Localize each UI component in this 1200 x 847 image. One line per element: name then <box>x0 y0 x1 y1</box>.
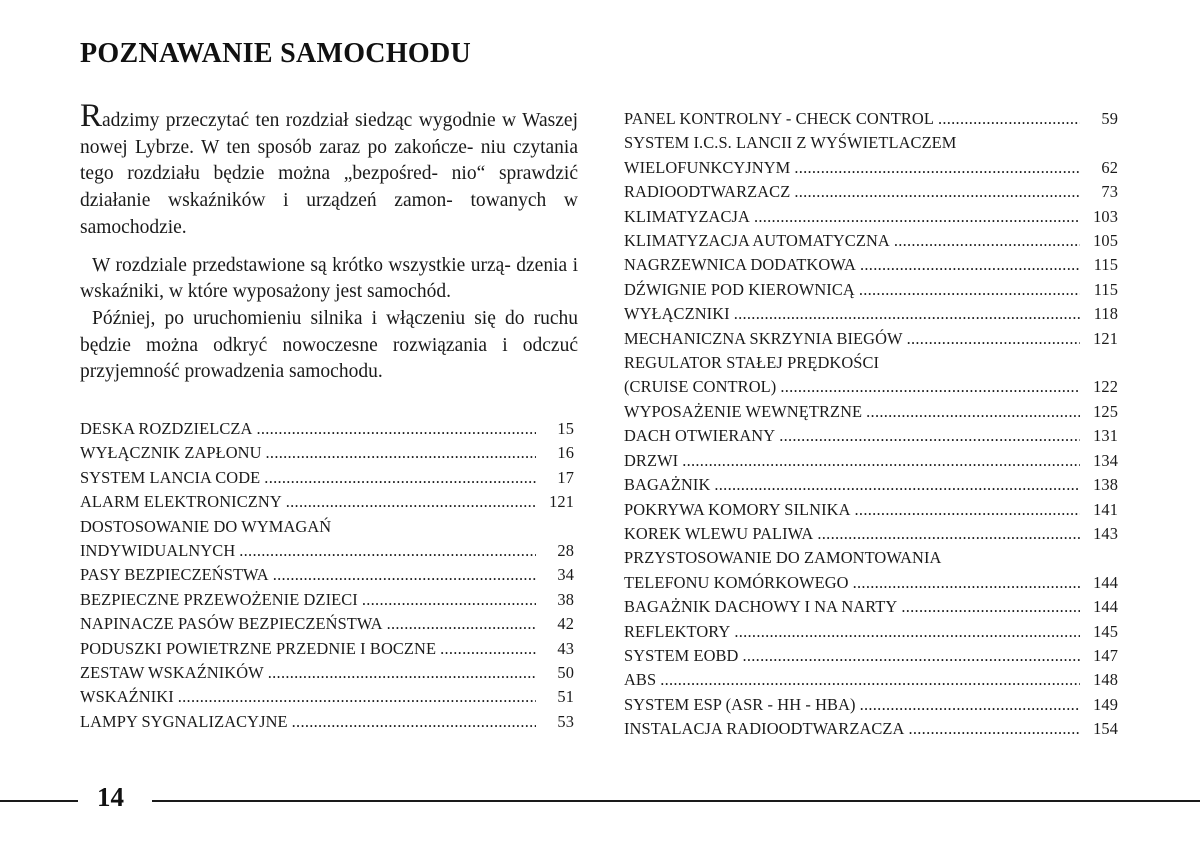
footer-rule-left <box>0 800 78 802</box>
toc-entry <box>624 693 1118 717</box>
toc-leader <box>268 661 536 685</box>
page-number: 14 <box>97 782 124 812</box>
toc-leader <box>860 253 1080 277</box>
toc-leader <box>266 441 536 465</box>
toc-leader <box>794 156 1080 180</box>
toc-entry-page: 53 <box>557 711 574 731</box>
toc-entry-title: INSTALACJA RADIOODTWARZACZA <box>624 719 905 739</box>
toc-leader <box>239 539 536 563</box>
toc-entry-page: 17 <box>557 467 574 487</box>
toc-entry <box>624 180 1118 204</box>
toc-leader <box>853 571 1080 595</box>
toc-entry-title: ALARM ELEKTRONICZNY <box>80 492 282 512</box>
toc-entry-title: BEZPIECZNE PRZEWOŻENIE DZIECI <box>80 589 358 609</box>
toc-entry-page: 144 <box>1093 572 1118 592</box>
toc-entry-title: DESKA ROZDZIELCZA <box>80 419 253 438</box>
toc-entry-title: REFLEKTORY <box>624 621 731 641</box>
intro-line: towanych w samochodzie. <box>80 190 578 238</box>
toc-entry-page: 115 <box>1093 279 1118 299</box>
toc-entry <box>80 710 574 734</box>
toc-entry-page: 149 <box>1093 694 1118 714</box>
toc-leader <box>292 710 536 734</box>
toc-entry-page: 115 <box>1093 255 1118 275</box>
toc-entry-page: 38 <box>557 589 574 609</box>
toc-entry <box>624 375 1118 399</box>
toc-leader <box>855 498 1080 522</box>
intro-line: W rozdziale przedstawione są krótko wszystkie urzą- <box>92 254 511 276</box>
toc-entry-title: INDYWIDUALNYCH <box>80 541 236 561</box>
toc-entry-title: PODUSZKI POWIETRZNE PRZEDNIE I BOCZNE <box>80 638 437 658</box>
toc-entry-title: KLIMATYZACJA AUTOMATYCZNA <box>624 231 890 251</box>
toc-entry-page: 34 <box>557 565 574 585</box>
toc-entry-page: 121 <box>1093 328 1118 348</box>
toc-entry-title-line1: PRZYSTOSOWANIE DO ZAMONTOWANIA <box>624 548 942 568</box>
toc-leader <box>387 612 536 636</box>
toc-entry-title: PANEL KONTROLNY - CHECK CONTROL <box>624 109 934 128</box>
toc-leader <box>362 588 536 612</box>
toc-entry-title: (CRUISE CONTROL) <box>624 377 777 397</box>
toc-entry-title: DRZWI <box>624 450 679 470</box>
toc-leader <box>256 417 536 441</box>
toc-entry-page: 145 <box>1093 621 1118 641</box>
toc-entry <box>624 522 1118 546</box>
toc-entry <box>80 563 574 587</box>
toc-entry-title: DŹWIGNIE POD KIEROWNICĄ <box>624 279 855 299</box>
toc-entry-title: LAMPY SYGNALIZACYJNE <box>80 711 288 731</box>
toc-entry <box>80 588 574 612</box>
toc-entry <box>80 661 574 685</box>
toc-leader <box>264 466 536 490</box>
toc-entry-title: TELEFONU KOMÓRKOWEGO <box>624 572 849 592</box>
toc-leader <box>273 563 536 587</box>
toc-entry <box>624 302 1118 326</box>
drop-cap: R <box>80 98 103 134</box>
toc-entry-page: 122 <box>1093 377 1118 397</box>
toc-entry-page: 59 <box>1101 109 1118 128</box>
toc-entry-page: 105 <box>1093 231 1118 251</box>
toc-entry-title: POKRYWA KOMORY SILNIKA <box>624 499 851 519</box>
toc-entry-page: 118 <box>1093 304 1118 324</box>
page-title: POZNAWANIE SAMOCHODU <box>80 38 472 69</box>
toc-entry <box>80 539 574 563</box>
toc-leader <box>866 400 1080 424</box>
toc-entry-page: 148 <box>1093 670 1118 690</box>
toc-leader <box>817 522 1080 546</box>
toc-entry-title-line1: REGULATOR STAŁEJ PRĘDKOŚCI <box>624 353 880 373</box>
toc-entry <box>624 327 1118 351</box>
toc-leader <box>794 180 1080 204</box>
toc-leader <box>734 302 1080 326</box>
intro-paragraph-3 <box>80 306 578 386</box>
toc-leader <box>742 644 1080 668</box>
toc-leader <box>908 717 1080 741</box>
toc-entry-title-line1: SYSTEM I.C.S. LANCII Z WYŚWIETLACZEM <box>624 133 957 153</box>
toc-entry <box>624 229 1118 253</box>
toc-entry <box>624 107 1118 131</box>
toc-entry-page: 134 <box>1093 450 1118 470</box>
toc-entry-page: 73 <box>1101 182 1118 202</box>
toc-entry-title: KOREK WLEWU PALIWA <box>624 523 814 543</box>
toc-entry-page: 42 <box>557 614 574 634</box>
toc-entry-title: NAGRZEWNICA DODATKOWA <box>624 255 856 275</box>
toc-entry-page: 144 <box>1093 597 1118 617</box>
toc-entry-title: SYSTEM LANCIA CODE <box>80 467 261 487</box>
toc-leader <box>907 327 1080 351</box>
toc-entry <box>624 717 1118 741</box>
toc-entry <box>624 473 1118 497</box>
intro-line: nio“ sprawdzić działanie wskaźników i urządzeń zamon- <box>80 163 578 212</box>
toc-entry-title: SYSTEM EOBD <box>624 645 739 665</box>
toc-entry-page: 138 <box>1093 475 1118 495</box>
toc-leader <box>860 693 1080 717</box>
toc-entry-title: DACH OTWIERANY <box>624 426 776 446</box>
toc-right-column <box>624 107 1118 742</box>
intro-line: adzimy przeczytać ten rozdział siedząc wygodnie w <box>102 110 517 131</box>
toc-left-column <box>80 417 574 734</box>
toc-leader <box>754 205 1080 229</box>
toc-entry <box>624 668 1118 692</box>
toc-leader <box>440 637 536 661</box>
toc-leader <box>682 449 1080 473</box>
toc-entry-page: 50 <box>557 663 574 683</box>
toc-leader <box>779 424 1080 448</box>
toc-entry <box>624 620 1118 644</box>
footer-rule-right <box>152 800 1200 802</box>
toc-entry-title: WYŁĄCZNIK ZAPŁONU <box>80 443 262 463</box>
toc-entry <box>80 685 574 709</box>
toc-entry-page: 131 <box>1093 426 1118 446</box>
toc-entry <box>624 400 1118 424</box>
toc-entry <box>80 466 574 490</box>
toc-entry <box>80 417 574 441</box>
toc-entry-title: WIELOFUNKCYJNYM <box>624 157 791 177</box>
toc-entry-page: 147 <box>1093 645 1118 665</box>
toc-leader <box>780 375 1080 399</box>
toc-entry <box>80 612 574 636</box>
toc-entry-page: 51 <box>557 687 574 707</box>
toc-entry-title: BAGAŻNIK <box>624 475 711 495</box>
toc-entry-title: SYSTEM ESP (ASR - HH - HBA) <box>624 694 856 714</box>
toc-entry-page: 141 <box>1093 499 1118 519</box>
toc-entry <box>624 156 1118 180</box>
toc-entry-page: 125 <box>1093 401 1118 421</box>
toc-leader <box>286 490 536 514</box>
toc-entry-title: PASY BEZPIECZEŃSTWA <box>80 565 269 585</box>
toc-entry-page: 154 <box>1093 719 1118 739</box>
toc-entry <box>80 441 574 465</box>
toc-entry <box>624 571 1118 595</box>
toc-leader <box>734 620 1080 644</box>
toc-entry <box>624 205 1118 229</box>
toc-entry-page: 16 <box>557 443 574 463</box>
toc-entry-title: RADIOODTWARZACZ <box>624 182 791 202</box>
toc-leader <box>178 685 536 709</box>
toc-entry <box>80 490 574 514</box>
intro-line: niu czytania tego rozdziału będzie można „bezpośred- <box>80 136 579 185</box>
intro-line: Później, po uruchomieniu silnika i włączeniu się do <box>92 307 525 329</box>
toc-leader <box>938 107 1080 131</box>
intro-line: i odczuć przyjemność prowadzenia samochodu. <box>80 334 578 383</box>
toc-entry-title: WSKAŹNIKI <box>80 687 174 707</box>
toc-entry-title: WYŁĄCZNIKI <box>624 304 730 324</box>
toc-entry <box>624 253 1118 277</box>
toc-entry-title: NAPINACZE PASÓW BEZPIECZEŃSTWA <box>80 614 383 634</box>
toc-entry-page: 143 <box>1093 523 1118 543</box>
toc-leader <box>714 473 1080 497</box>
toc-entry <box>624 595 1118 619</box>
toc-entry <box>624 498 1118 522</box>
intro-line: dzenia i wskaźniki, w które wyposażony jest samochód. <box>80 254 578 303</box>
toc-entry-title: MECHANICZNA SKRZYNIA BIEGÓW <box>624 328 903 348</box>
toc-entry-page: 28 <box>557 541 574 561</box>
toc-entry-page: 15 <box>557 419 574 438</box>
toc-entry-title-line1: DOSTOSOWANIE DO WYMAGAŃ <box>80 516 332 536</box>
toc-entry <box>624 644 1118 668</box>
intro-paragraph-2 <box>80 253 578 306</box>
intro-line: Waszej nowej Lybrze. W ten sposób zaraz po zakończe- <box>80 110 578 158</box>
toc-entry-page: 121 <box>549 492 574 512</box>
toc-entry <box>624 449 1118 473</box>
toc-entry <box>624 278 1118 302</box>
toc-leader <box>894 229 1080 253</box>
toc-leader <box>660 668 1080 692</box>
toc-entry-page: 103 <box>1093 206 1118 226</box>
intro-paragraph-1 <box>80 98 579 242</box>
toc-entry <box>624 424 1118 448</box>
toc-entry-page: 43 <box>557 638 574 658</box>
toc-entry-title: ZESTAW WSKAŹNIKÓW <box>80 663 264 683</box>
toc-entry-title: BAGAŻNIK DACHOWY I NA NARTY <box>624 597 898 617</box>
toc-entry-title: KLIMATYZACJA <box>624 206 750 226</box>
intro-line: ruchu będzie można odkryć nowoczesne rozwiązania <box>80 307 578 356</box>
toc-entry-page: 62 <box>1101 157 1118 177</box>
toc-entry-title: ABS <box>624 670 657 690</box>
toc-leader <box>859 278 1080 302</box>
toc-entry <box>80 637 574 661</box>
toc-entry-title: WYPOSAŻENIE WEWNĘTRZNE <box>624 401 863 421</box>
intro-text <box>80 98 579 386</box>
toc-leader <box>901 595 1080 619</box>
